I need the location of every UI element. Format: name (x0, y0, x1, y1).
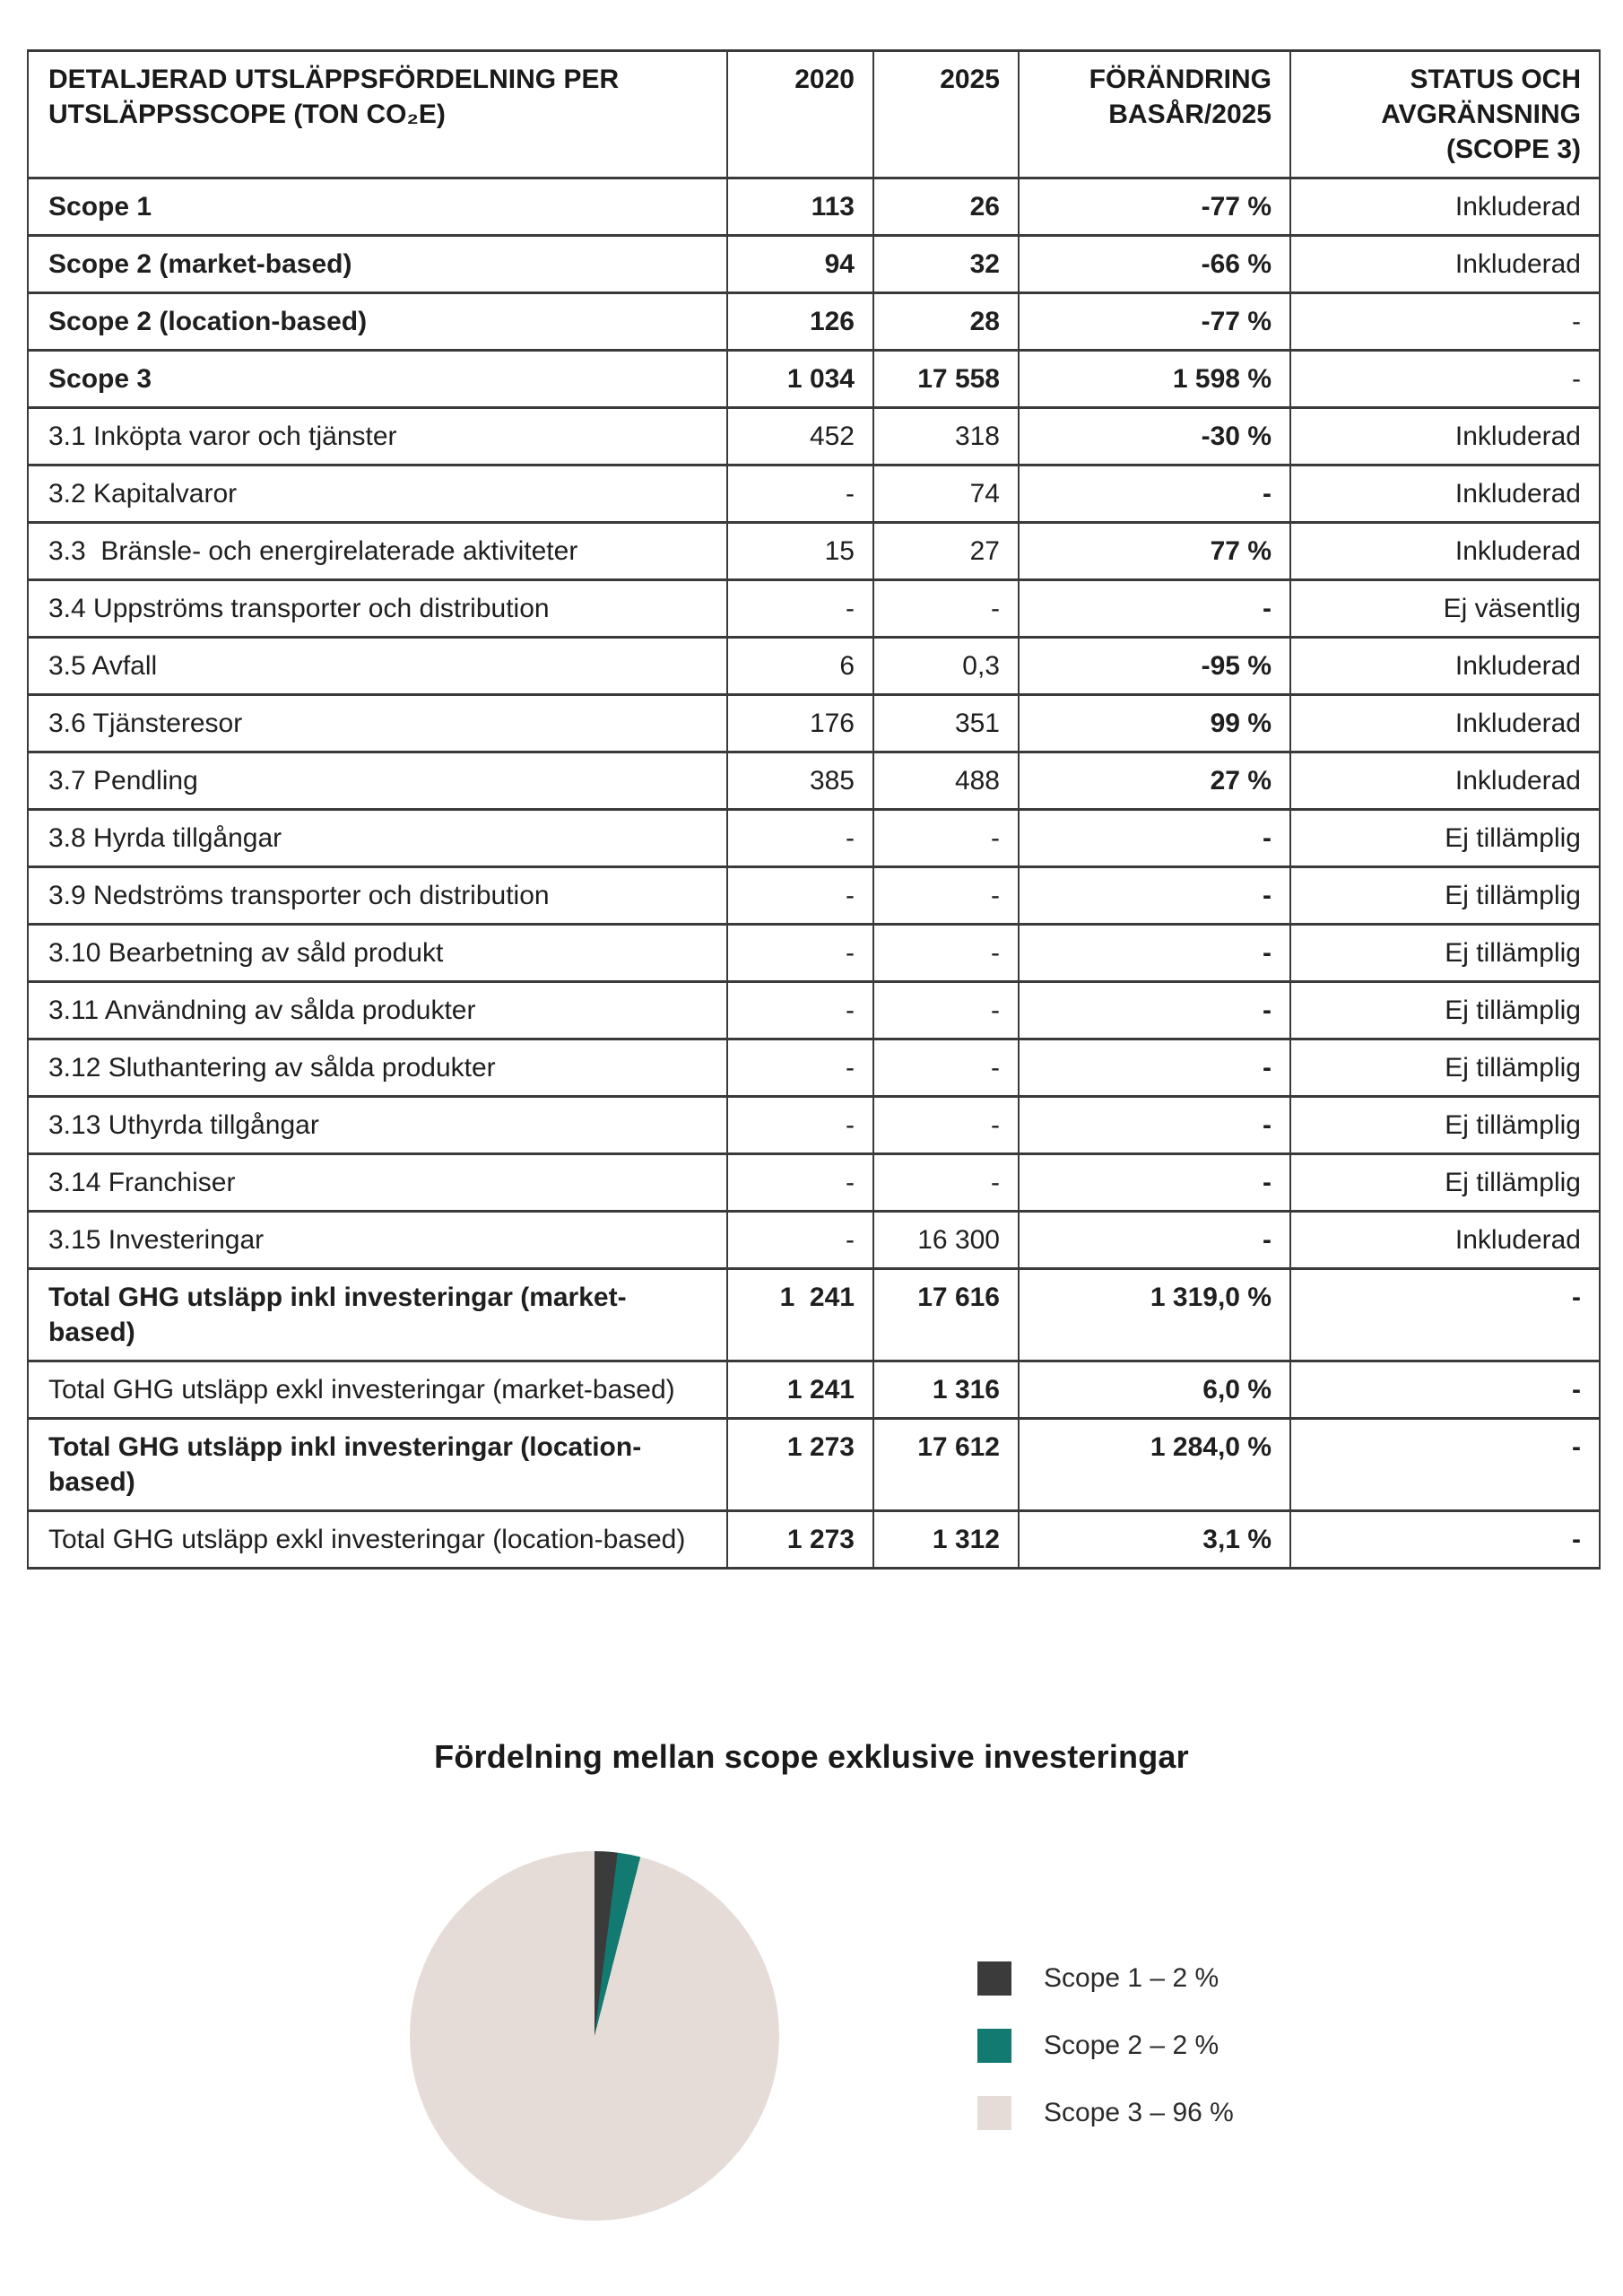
change-cell: 77 % (1019, 523, 1290, 580)
table-row (28, 810, 1600, 867)
table-row (28, 293, 1600, 351)
change-cell: - (1019, 580, 1290, 638)
pie-chart (410, 1851, 779, 2221)
table-row (28, 1154, 1600, 1212)
change-cell: 27 % (1019, 752, 1290, 810)
table-row (28, 695, 1600, 752)
change-cell: 6,0 % (1019, 1361, 1290, 1419)
value-2020-cell: 385 (727, 752, 873, 810)
value-2025-cell: 318 (873, 408, 1019, 465)
row-label-cell: 3.1 Inköpta varor och tjänster (28, 408, 727, 465)
status-cell: Inkluderad (1290, 523, 1600, 580)
status-cell: Inkluderad (1290, 236, 1600, 293)
status-cell: Inkluderad (1290, 465, 1600, 523)
status-cell: Ej tillämplig (1290, 810, 1600, 867)
legend-swatch-scope1 (977, 1961, 1011, 1996)
table-row (28, 925, 1600, 982)
value-2020-cell: 1 241 (727, 1269, 873, 1361)
emissions-table-body (28, 178, 1600, 1569)
table-row (28, 523, 1600, 580)
value-2020-cell: - (727, 810, 873, 867)
table-row (28, 1212, 1600, 1269)
status-cell: Inkluderad (1290, 408, 1600, 465)
value-2020-cell: 176 (727, 695, 873, 752)
value-2025-cell: - (873, 1154, 1019, 1212)
status-cell: Inkluderad (1290, 752, 1600, 810)
value-2020-cell: - (727, 1039, 873, 1097)
change-cell: -30 % (1019, 408, 1290, 465)
table-row (28, 465, 1600, 523)
row-label-cell: 3.13 Uthyrda tillgångar (28, 1097, 727, 1154)
value-2025-cell: - (873, 1039, 1019, 1097)
row-label-cell: Total GHG utsläpp exkl investeringar (market-based) (28, 1361, 727, 1419)
table-row (28, 1269, 1600, 1361)
value-2020-cell: 126 (727, 293, 873, 351)
change-cell: - (1019, 810, 1290, 867)
status-cell: Inkluderad (1290, 638, 1600, 695)
legend-label: Scope 2 – 2 % (1044, 2031, 1219, 2060)
value-2020-cell: 113 (727, 178, 873, 236)
change-cell: - (1019, 465, 1290, 523)
table-header-row (28, 51, 1600, 178)
change-cell: -77 % (1019, 178, 1290, 236)
change-cell: - (1019, 1212, 1290, 1269)
row-label-cell: 3.12 Sluthantering av sålda produkter (28, 1039, 727, 1097)
value-2025-cell: 0,3 (873, 638, 1019, 695)
column-header-category: DETALJERAD UTSLÄPPSFÖRDELNING PER UTSLÄPPSSCOPE (TON CO₂E) (28, 51, 727, 178)
change-cell: - (1019, 925, 1290, 982)
status-cell: Ej väsentlig (1290, 580, 1600, 638)
row-label-cell: Total GHG utsläpp inkl investeringar (market-based) (28, 1269, 727, 1361)
change-cell: - (1019, 1154, 1290, 1212)
change-cell: -77 % (1019, 293, 1290, 351)
table-row (28, 178, 1600, 236)
legend-swatch-scope3 (977, 2096, 1011, 2130)
value-2020-cell: 94 (727, 236, 873, 293)
change-cell: - (1019, 1097, 1290, 1154)
status-cell: Ej tillämplig (1290, 1039, 1600, 1097)
row-label-cell: Scope 3 (28, 351, 727, 408)
column-header-2020: 2020 (727, 51, 873, 178)
change-cell: - (1019, 982, 1290, 1039)
row-label-cell: 3.2 Kapitalvaror (28, 465, 727, 523)
table-row (28, 1419, 1600, 1511)
change-cell: - (1019, 1039, 1290, 1097)
status-cell: - (1290, 1269, 1600, 1361)
value-2020-cell: - (727, 580, 873, 638)
table-row (28, 580, 1600, 638)
value-2025-cell: 16 300 (873, 1212, 1019, 1269)
table-row (28, 236, 1600, 293)
row-label-cell: 3.14 Franchiser (28, 1154, 727, 1212)
pie-legend (977, 1961, 1234, 2163)
change-cell: -66 % (1019, 236, 1290, 293)
row-label-cell: 3.4 Uppströms transporter och distribution (28, 580, 727, 638)
value-2020-cell: - (727, 465, 873, 523)
change-cell: -95 % (1019, 638, 1290, 695)
value-2020-cell: - (727, 1097, 873, 1154)
row-label-cell: 3.11 Användning av sålda produkter (28, 982, 727, 1039)
table-row (28, 1511, 1600, 1569)
value-2025-cell: 74 (873, 465, 1019, 523)
row-label-cell: 3.10 Bearbetning av såld produkt (28, 925, 727, 982)
value-2025-cell: 1 316 (873, 1361, 1019, 1419)
value-2020-cell: - (727, 982, 873, 1039)
legend-label: Scope 1 – 2 % (1044, 1963, 1219, 1993)
value-2025-cell: - (873, 1097, 1019, 1154)
value-2025-cell: - (873, 867, 1019, 925)
value-2020-cell: 1 034 (727, 351, 873, 408)
value-2025-cell: 17 612 (873, 1419, 1019, 1511)
table-row (28, 1039, 1600, 1097)
legend-label: Scope 3 – 96 % (1044, 2098, 1234, 2127)
value-2020-cell: 6 (727, 638, 873, 695)
status-cell: Inkluderad (1290, 695, 1600, 752)
row-label-cell: 3.8 Hyrda tillgångar (28, 810, 727, 867)
pie-chart-title: Fördelning mellan scope exklusive investeringar (434, 1738, 1189, 1775)
value-2020-cell: 1 241 (727, 1361, 873, 1419)
column-header-status: STATUS OCH AVGRÄNSNING (SCOPE 3) (1290, 51, 1600, 178)
status-cell: Ej tillämplig (1290, 982, 1600, 1039)
table-row (28, 351, 1600, 408)
change-cell: - (1019, 867, 1290, 925)
column-header-2025: 2025 (873, 51, 1019, 178)
status-cell: - (1290, 1419, 1600, 1511)
status-cell: Inkluderad (1290, 178, 1600, 236)
value-2025-cell: 27 (873, 523, 1019, 580)
table-row (28, 1097, 1600, 1154)
status-cell: - (1290, 351, 1600, 408)
row-label-cell: Total GHG utsläpp exkl investeringar (location-based) (28, 1511, 727, 1569)
row-label-cell: 3.15 Investeringar (28, 1212, 727, 1269)
value-2025-cell: - (873, 925, 1019, 982)
value-2025-cell: 17 616 (873, 1269, 1019, 1361)
column-header-change: FÖRÄNDRING BASÅR/2025 (1019, 51, 1290, 178)
legend-swatch-scope2 (977, 2029, 1011, 2063)
status-cell: - (1290, 293, 1600, 351)
emissions-table (27, 49, 1601, 1570)
value-2020-cell: 15 (727, 523, 873, 580)
change-cell: 3,1 % (1019, 1511, 1290, 1569)
table-row (28, 1361, 1600, 1419)
status-cell: Ej tillämplig (1290, 1154, 1600, 1212)
value-2020-cell: - (727, 867, 873, 925)
row-label-cell: 3.9 Nedströms transporter och distribution (28, 867, 727, 925)
value-2020-cell: 452 (727, 408, 873, 465)
row-label-cell: 3.5 Avfall (28, 638, 727, 695)
row-label-cell: Scope 2 (location-based) (28, 293, 727, 351)
status-cell: Inkluderad (1290, 1212, 1600, 1269)
value-2020-cell: - (727, 1212, 873, 1269)
status-cell: Ej tillämplig (1290, 925, 1600, 982)
table-row (28, 638, 1600, 695)
value-2025-cell: - (873, 810, 1019, 867)
value-2025-cell: 26 (873, 178, 1019, 236)
table-row (28, 408, 1600, 465)
value-2020-cell: - (727, 1154, 873, 1212)
row-label-cell: Scope 1 (28, 178, 727, 236)
value-2025-cell: - (873, 580, 1019, 638)
change-cell: 99 % (1019, 695, 1290, 752)
value-2025-cell: 28 (873, 293, 1019, 351)
status-cell: - (1290, 1361, 1600, 1419)
change-cell: 1 284,0 % (1019, 1419, 1290, 1511)
legend-item (977, 1961, 1234, 1996)
row-label-cell: 3.3 Bränsle- och energirelaterade aktiviteter (28, 523, 727, 580)
value-2025-cell: 351 (873, 695, 1019, 752)
table-row (28, 867, 1600, 925)
status-cell: - (1290, 1511, 1600, 1569)
change-cell: 1 598 % (1019, 351, 1290, 408)
value-2020-cell: 1 273 (727, 1511, 873, 1569)
row-label-cell: 3.6 Tjänsteresor (28, 695, 727, 752)
value-2025-cell: - (873, 982, 1019, 1039)
emissions-table-section (27, 49, 1601, 1570)
legend-item (977, 2029, 1234, 2063)
status-cell: Ej tillämplig (1290, 1097, 1600, 1154)
value-2020-cell: 1 273 (727, 1419, 873, 1511)
row-label-cell: 3.7 Pendling (28, 752, 727, 810)
value-2025-cell: 32 (873, 236, 1019, 293)
value-2025-cell: 488 (873, 752, 1019, 810)
status-cell: Ej tillämplig (1290, 867, 1600, 925)
change-cell: 1 319,0 % (1019, 1269, 1290, 1361)
value-2025-cell: 17 558 (873, 351, 1019, 408)
row-label-cell: Total GHG utsläpp inkl investeringar (location-based) (28, 1419, 727, 1511)
row-label-cell: Scope 2 (market-based) (28, 236, 727, 293)
legend-item (977, 2096, 1234, 2130)
value-2025-cell: 1 312 (873, 1511, 1019, 1569)
table-row (28, 982, 1600, 1039)
value-2020-cell: - (727, 925, 873, 982)
table-row (28, 752, 1600, 810)
